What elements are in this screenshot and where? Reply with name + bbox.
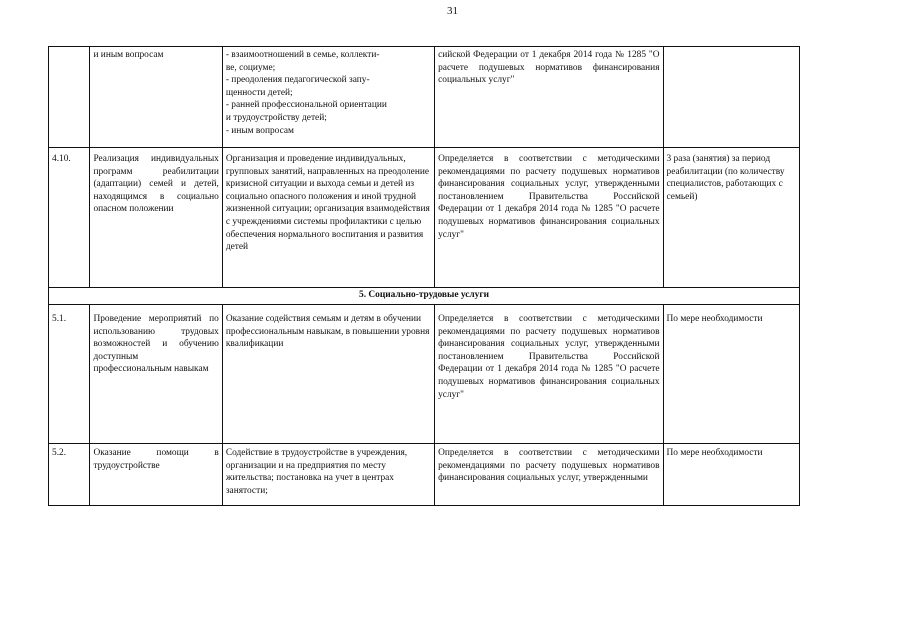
service-name: Оказание помощи в трудоустройстве [90, 444, 222, 506]
content-line: - преодоления педагогической запу- [225, 75, 370, 86]
content-line: щенности детей; [225, 87, 293, 98]
service-cost: Определяется в соответствии с методическими рекомендациями по расчету подушевых нормативов финансирования социальных услуг, утвержденными постановлением Правительства Российской Федерации от 1 декабря 2014 года № 1285 "О расчете подушевых нормативов финансирования социальных услуг" [435, 305, 663, 444]
table-row-5-1 [49, 305, 800, 444]
page-number: 31 [447, 5, 458, 17]
content-line: и трудоустройству детей; [225, 112, 327, 123]
services-table [48, 46, 800, 506]
row-number: 5.1. [49, 305, 90, 444]
row-number: 5.2. [49, 444, 90, 506]
service-period: По мере необходимости [663, 444, 799, 506]
service-period: 3 раза (занятия) за период реабилитации (по количеству специалистов, работающих с семьей) [663, 148, 799, 288]
content-line: - ранней профессиональной ориентации [225, 100, 387, 111]
section-header-row [49, 288, 800, 305]
service-cost: Определяется в соответствии с методическими рекомендациями по расчету подушевых нормативов финансирования социальных услуг, утвержденными постановлением Правительства Российской Федерации от 1 декабря 2014 года № 1285 "О расчете подушевых нормативов финансирования социальных услуг" [435, 148, 663, 288]
service-name: и иным вопросам [90, 47, 222, 148]
service-name: Реализация индивидуальных программ реабилитации (адаптации) семей и детей, находящимся в социально опасном положении [90, 148, 222, 288]
service-cost: сийской Федерации от 1 декабря 2014 года № 1285 "О расчете подушевых нормативов финансирования социальных услуг" [435, 47, 663, 148]
section-title: 5. Социально-трудовые услуги [49, 288, 800, 305]
content-line: ве, социуме; [225, 62, 276, 73]
table-row-4-10 [49, 148, 800, 288]
service-name: Проведение мероприятий по использованию трудовых возможностей и обучению доступным профессиональным навыкам [90, 305, 222, 444]
content-line: - взаимоотношений в семье, коллекти- [225, 50, 380, 60]
row-number [49, 47, 90, 148]
table-row-continuation [49, 47, 800, 148]
service-period [663, 47, 799, 148]
table-row-5-2 [49, 444, 800, 506]
service-period: По мере необходимости [663, 305, 799, 444]
service-content [222, 47, 434, 148]
content-line: - иным вопросам [225, 125, 294, 136]
service-content: Организация и проведение индивидуальных, групповых занятий, направленных на преодоление кризисной ситуации и выхода семьи и детей из социально опасного положения и иной трудной жизненной ситуации; организация взаимодействия с учреждениями системы профилактики с целью обеспечения нормального воспитания и развития детей [222, 148, 434, 288]
row-number: 4.10. [49, 148, 90, 288]
service-cost: Определяется в соответствии с методическими рекомендациями по расчету подушевых нормативов финансирования социальных услуг, утвержденными [435, 444, 663, 506]
service-content: Содействие в трудоустройстве в учреждения, организации и на предприятия по месту жительства; постановка на учет в центрах занятости; [222, 444, 434, 506]
service-content: Оказание содействия семьям и детям в обучении профессиональным навыкам, в повышении уровня квалификации [222, 305, 434, 444]
